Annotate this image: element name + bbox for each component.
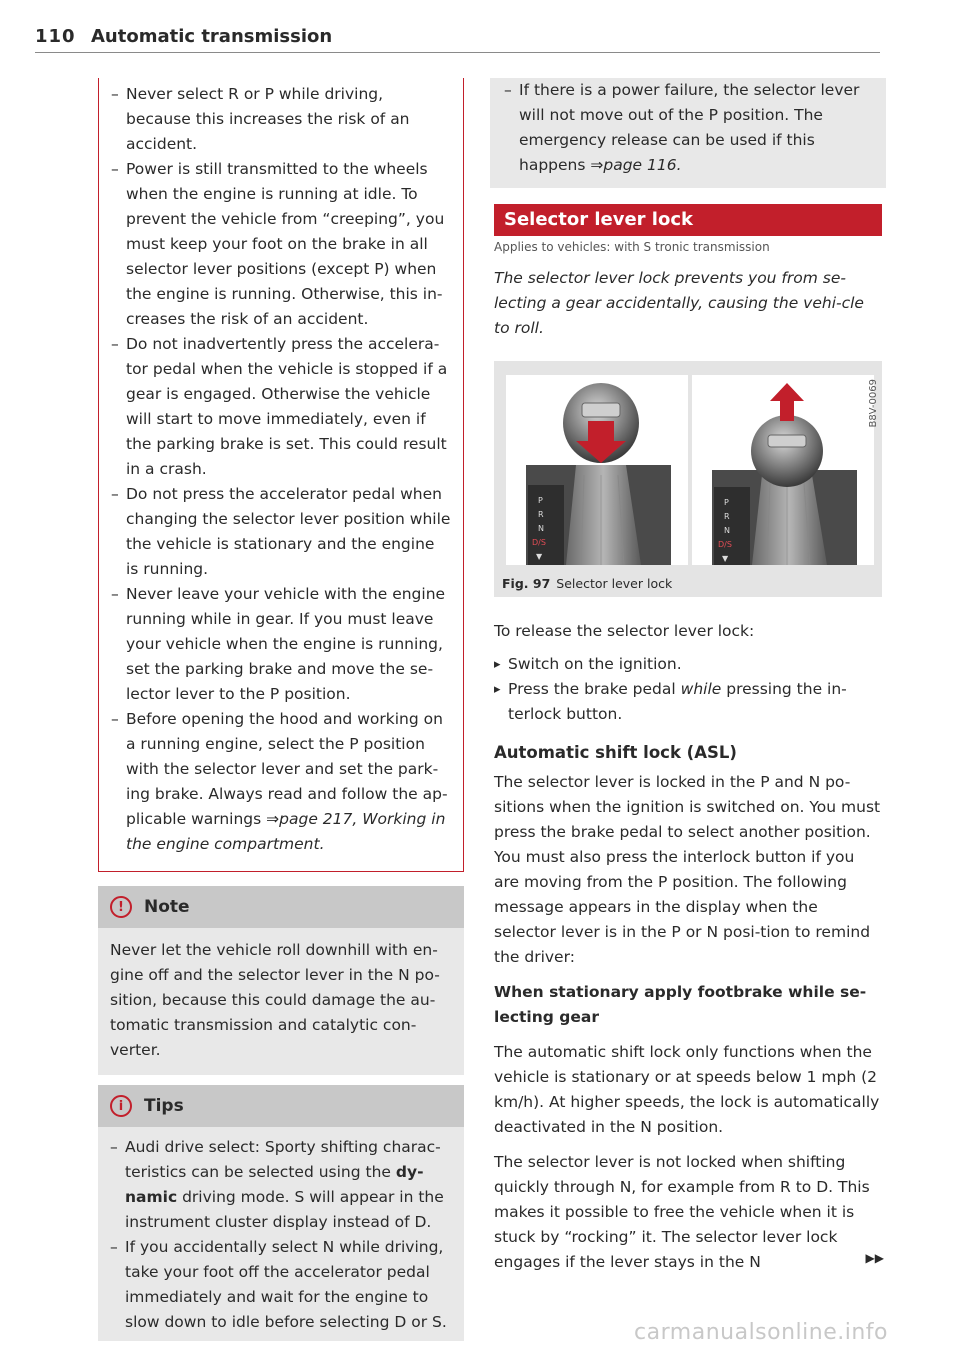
gate-label: ▼ bbox=[536, 552, 543, 561]
page-number: 110 bbox=[35, 26, 76, 47]
gate-label: P bbox=[538, 496, 543, 505]
asl-paragraph: The automatic shift lock only functions when the vehicle is stationary or at speeds below 1 mph (2 km/h). At higher speeds, the lock is automatically deactivated in the N position. bbox=[494, 1043, 880, 1136]
release-step: ▸ Switch on the ignition. bbox=[494, 652, 882, 677]
warning-list bbox=[504, 78, 872, 178]
tips-list bbox=[110, 1135, 452, 1335]
warning-item: – Never leave your vehicle with the engine running while in gear. If you must leave your vehicle when the engine is running, set the parking brake and move the se-lector lever to the P position. bbox=[111, 582, 451, 707]
section-title: Selector lever lock bbox=[494, 204, 882, 236]
tips-emphasis: dy-namic bbox=[125, 1163, 424, 1206]
gate-label: R bbox=[538, 510, 544, 519]
left-column bbox=[98, 78, 464, 1341]
figure-caption-text: Selector lever lock bbox=[556, 576, 673, 591]
gate-label: N bbox=[538, 524, 544, 533]
figure-code: B8V-0069 bbox=[868, 379, 879, 428]
warning-item bbox=[504, 78, 872, 178]
note-header bbox=[98, 886, 464, 928]
release-steps bbox=[494, 652, 882, 727]
gate-label: P bbox=[724, 498, 729, 507]
release-step-emphasis: while bbox=[680, 680, 722, 698]
release-intro: To release the selector lever lock: bbox=[494, 622, 755, 640]
tips-item bbox=[110, 1135, 452, 1235]
warning-item bbox=[111, 707, 451, 857]
warning-box bbox=[98, 78, 464, 872]
release-step-text: pressing the in-terlock button. bbox=[508, 680, 847, 723]
tips-text: driving mode. S will appear in the instrument cluster display instead of D. bbox=[125, 1188, 444, 1231]
selector-lever-pull-up-image bbox=[692, 375, 874, 565]
asl-paragraph: The selector lever is locked in the P and N po-sitions when the ignition is switched on. You must press the brake pedal to select another position. You must also press the interlock button if you are moving from the P position. The following message appears in the display when the selector lever is in the P or N posi-tion to remind the driver: bbox=[494, 773, 881, 966]
asl-paragraph-text: The selector lever is not locked when shifting quickly through N, for example from R to D. This makes it possible to free the vehicle when it is stuck by “rocking” it. The selector lever lock engages if the lever stays in the N bbox=[494, 1153, 870, 1271]
tips-body bbox=[98, 1127, 464, 1341]
warning-item-text: If there is a power failure, the selector lever will not move out of the P position. The emergency release can be used if this happens bbox=[519, 81, 860, 174]
watermark: carmanualsonline.info bbox=[634, 1320, 888, 1345]
warning-list bbox=[111, 82, 451, 857]
tips-title: Tips bbox=[144, 1096, 184, 1116]
gate-label: ▼ bbox=[722, 554, 729, 563]
tips-item: – If you accidentally select N while driving, take your foot off the accelerator pedal immediately and wait for the engine to slow down to idle before selecting D or S. bbox=[110, 1235, 452, 1335]
display-message: When stationary apply footbrake while se-lecting gear bbox=[494, 983, 867, 1026]
page-header bbox=[35, 22, 880, 53]
warning-item: – Do not press the accelerator pedal when changing the selector lever position while the vehicle is stationary and the engine is running. bbox=[111, 482, 451, 582]
note-body: Never let the vehicle roll downhill with en-gine off and the selector lever in the N po-sition, because this could damage the au-tomatic transmission and catalytic con-verter. bbox=[98, 928, 464, 1075]
tips-text: Audi drive select: Sporty shifting charac-teristics can be selected using the bbox=[125, 1138, 441, 1181]
figure-label: Fig. 97 bbox=[502, 576, 551, 591]
figure-caption bbox=[502, 576, 672, 591]
gate-label: R bbox=[724, 512, 730, 521]
applies-to-note: Applies to vehicles: with S tronic transmission bbox=[494, 240, 770, 254]
page-reference-link[interactable]: ⇒page 116. bbox=[590, 156, 682, 174]
tips-header bbox=[98, 1085, 464, 1127]
figure bbox=[494, 361, 882, 597]
continued-arrow-icon: ▶▶ bbox=[865, 1251, 884, 1265]
selector-lever-push-down-image bbox=[506, 375, 688, 565]
chapter-title: Automatic transmission bbox=[91, 26, 333, 47]
section-intro: The selector lever lock prevents you from se-lecting a gear accidentally, causing the vehi-cle to roll. bbox=[494, 269, 864, 337]
right-column bbox=[494, 78, 882, 1275]
info-circle-icon: i bbox=[110, 1095, 132, 1117]
asl-paragraph bbox=[494, 1150, 882, 1275]
figure-panel-left bbox=[506, 375, 688, 565]
note-title: Note bbox=[144, 897, 190, 917]
gate-label: N bbox=[724, 526, 730, 535]
page-reference-link[interactable]: ⇒page 217, Working in the engine compartment. bbox=[126, 810, 446, 853]
warning-item: – Power is still transmitted to the wheels when the engine is running at idle. To prevent the vehicle from “creeping”, you must keep your foot on the brake in all selector lever positions (except P) when the engine is running. Otherwise, this in-creases the risk of an accident. bbox=[111, 157, 451, 332]
release-step bbox=[494, 677, 882, 727]
warning-continuation bbox=[490, 78, 886, 188]
release-step-text: Press the brake pedal bbox=[508, 680, 681, 698]
asl-heading: Automatic shift lock (ASL) bbox=[494, 743, 737, 762]
warning-item: – Never select R or P while driving, because this increases the risk of an accident. bbox=[111, 82, 451, 157]
gate-label: D/S bbox=[532, 538, 546, 547]
warning-item-text: Before opening the hood and working on a running engine, select the P position with the selector lever and set the park-ing brake. Always read and follow the ap-plicable warnings bbox=[126, 710, 448, 828]
exclamation-circle-icon: ! bbox=[110, 896, 132, 918]
warning-item: – Do not inadvertently press the accelera-tor pedal when the vehicle is stopped if a gear is engaged. Otherwise the vehicle will start to move immediately, even if the parking brake is set. This could result in a crash. bbox=[111, 332, 451, 482]
figure-panel-right bbox=[692, 375, 874, 565]
gate-label: D/S bbox=[718, 540, 732, 549]
